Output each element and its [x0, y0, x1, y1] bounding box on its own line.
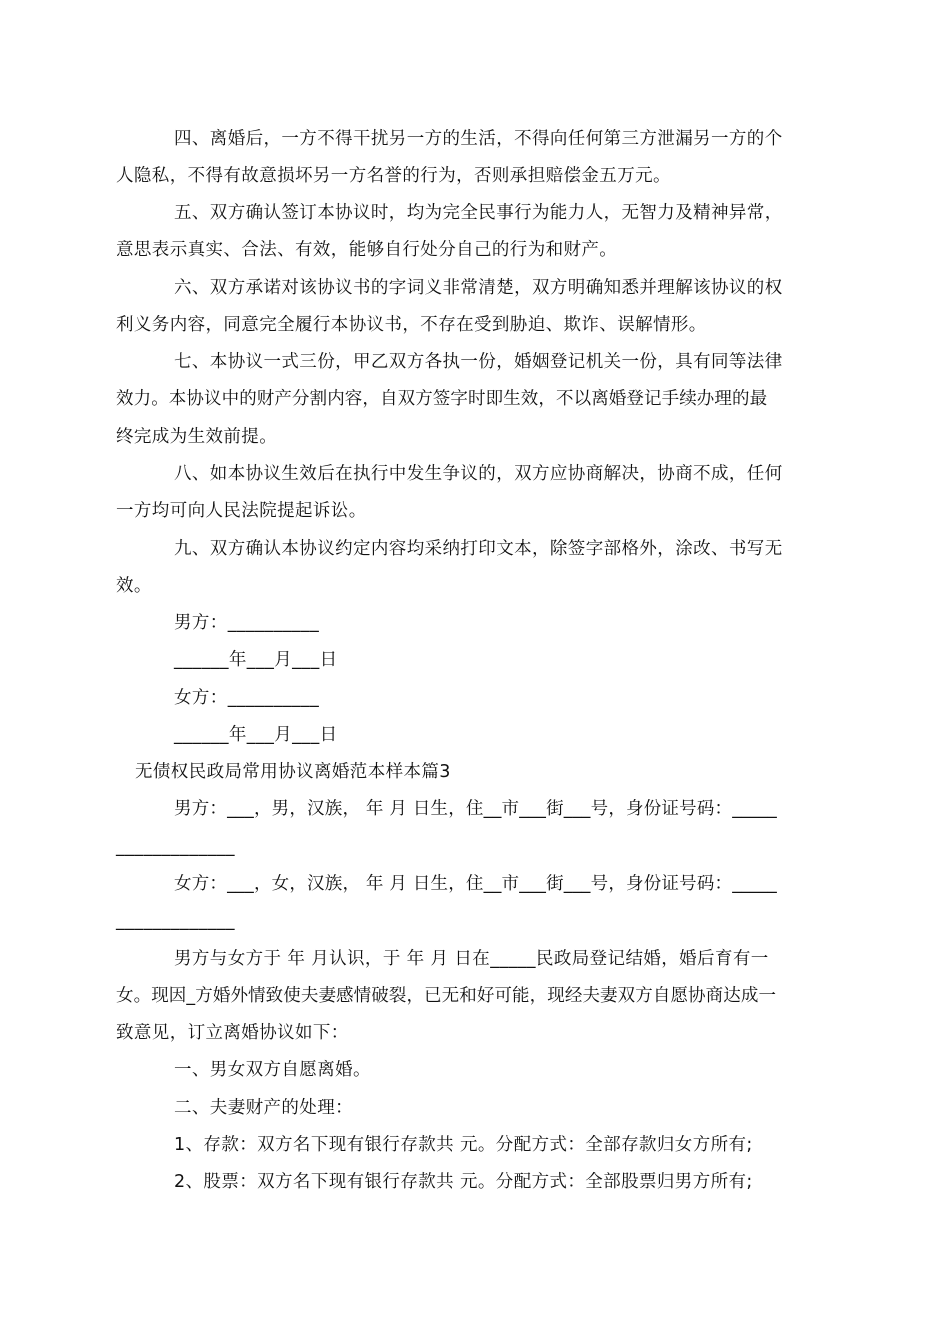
clause-6-line-1: 六、双方承诺对该协议书的字词义非常清楚，双方明确知悉并理解该协议的权 [174, 278, 783, 298]
clause-9-line-1: 九、双方确认本协议约定内容均采纳打印文本，除签字部格外，涂改、书写无 [174, 539, 783, 559]
intro-line-3: 致意见，订立离婚协议如下： [116, 1023, 349, 1043]
male-info-line: 男方：___，男，汉族， 年 月 日生，住__市___街___号，身份证号码：_____ [174, 799, 777, 819]
intro-line-1: 男方与女方于 年 月认识，于 年 月 日在_____民政局登记结婚，婚后育有一 [174, 949, 769, 969]
male-date-line: ______年___月___日 [174, 650, 338, 670]
clause-8-line-1: 八、如本协议生效后在执行中发生争议的，双方应协商解决，协商不成，任何 [174, 464, 783, 484]
item-2-1: 1、存款：双方名下现有银行存款共 元。分配方式：全部存款归女方所有; [174, 1135, 753, 1155]
clause-7-line-3: 终完成为生效前提。 [116, 427, 278, 447]
female-info-continuation: _____________ [116, 911, 235, 931]
item-2: 二、夫妻财产的处理： [174, 1098, 353, 1118]
clause-5-line-1: 五、双方确认签订本协议时，均为完全民事行为能力人，无智力及精神异常， [174, 203, 783, 223]
clause-9-line-2: 效。 [116, 576, 152, 596]
male-signature-line: 男方：__________ [174, 613, 320, 633]
item-2-2: 2、股票：双方名下现有银行存款共 元。分配方式：全部股票归男方所有; [174, 1172, 753, 1192]
female-date-line: ______年___月___日 [174, 725, 338, 745]
intro-line-2: 女。现因_方婚外情致使夫妻感情破裂，已无和好可能，现经夫妻双方自愿协商达成一 [116, 986, 777, 1006]
clause-4-line-2: 人隐私，不得有故意损坏另一方名誉的行为，否则承担赔偿金五万元。 [116, 166, 671, 186]
clause-4-line-1: 四、离婚后，一方不得干扰另一方的生活，不得向任何第三方泄漏另一方的个 [174, 129, 783, 149]
clause-7-line-2: 效力。本协议中的财产分割内容，自双方签字时即生效，不以离婚登记手续办理的最 [116, 389, 768, 409]
item-1: 一、男女双方自愿离婚。 [174, 1060, 371, 1080]
section-heading: 无债权民政局常用协议离婚范本样本篇3 [135, 762, 451, 782]
clause-8-line-2: 一方均可向人民法院提起诉讼。 [116, 501, 367, 521]
female-signature-line: 女方：__________ [174, 688, 320, 708]
clause-7-line-1: 七、本协议一式三份，甲乙双方各执一份，婚姻登记机关一份，具有同等法律 [174, 352, 783, 372]
male-info-continuation: _____________ [116, 837, 235, 857]
clause-5-line-2: 意思表示真实、合法、有效，能够自行处分自己的行为和财产。 [116, 240, 618, 260]
clause-6-line-2: 利义务内容，同意完全履行本协议书，不存在受到胁迫、欺诈、误解情形。 [116, 315, 707, 335]
female-info-line: 女方：___，女，汉族， 年 月 日生，住__市___街___号，身份证号码：_____ [174, 874, 777, 894]
